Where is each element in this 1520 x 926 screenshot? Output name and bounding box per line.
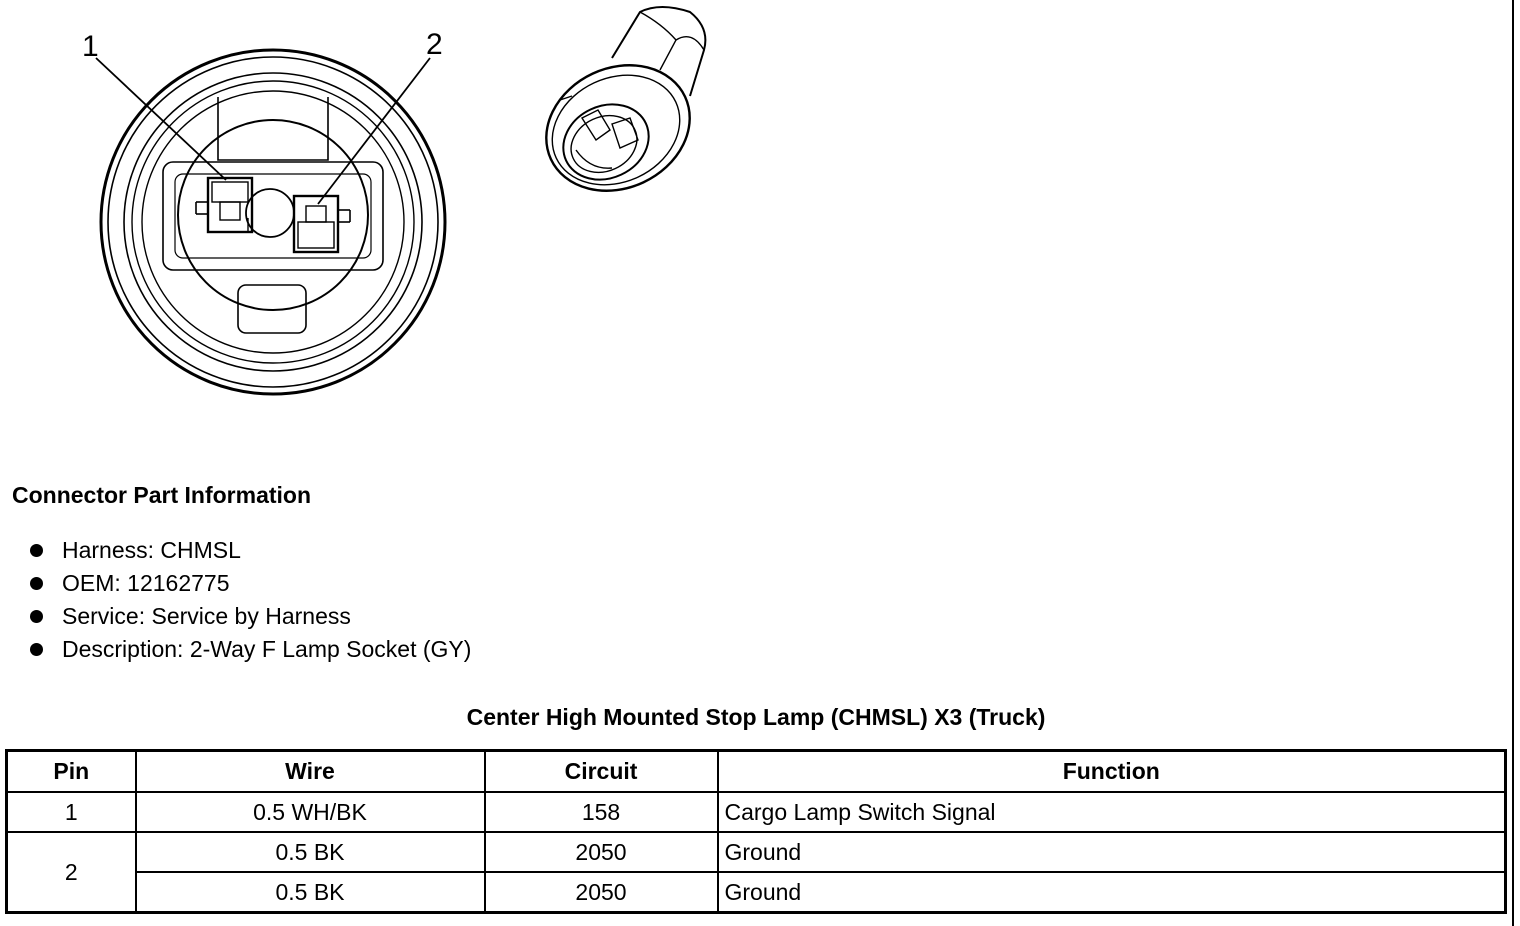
cell-wire: 0.5 BK <box>136 872 485 913</box>
bullet-icon <box>30 577 43 590</box>
cell-function: Cargo Lamp Switch Signal <box>718 792 1506 832</box>
cell-wire: 0.5 WH/BK <box>136 792 485 832</box>
list-item-text: Harness: CHMSL <box>62 537 241 563</box>
section-title: Connector Part Information <box>12 482 312 508</box>
bullet-icon <box>30 643 43 656</box>
cell-circuit: 2050 <box>485 872 718 913</box>
connector-face-view <box>96 50 445 394</box>
table-row <box>7 832 1506 872</box>
list-item <box>30 633 471 666</box>
header-pin: Pin <box>7 751 136 793</box>
list-item-text: OEM: 12162775 <box>62 570 230 596</box>
header-wire: Wire <box>136 751 485 793</box>
cell-pin: 1 <box>7 792 136 832</box>
table-row <box>7 792 1506 832</box>
cell-function: Ground <box>718 872 1506 913</box>
cell-pin: 2 <box>7 832 136 913</box>
cell-circuit: 158 <box>485 792 718 832</box>
cell-circuit: 2050 <box>485 832 718 872</box>
list-item <box>30 567 471 600</box>
list-item <box>30 600 471 633</box>
cell-function: Ground <box>718 832 1506 872</box>
list-item-text: Service: Service by Harness <box>62 603 351 629</box>
list-item-text: Description: 2-Way F Lamp Socket (GY) <box>62 636 472 662</box>
list-item <box>30 534 471 567</box>
bullet-icon <box>30 610 43 623</box>
callout-2: 2 <box>426 28 443 61</box>
callout-1: 1 <box>82 30 99 63</box>
bulb-socket-view <box>526 7 711 214</box>
connector-diagram <box>0 0 760 420</box>
header-function: Function <box>718 751 1506 793</box>
table-title: Center High Mounted Stop Lamp (CHMSL) X3 (Truck) <box>466 704 1046 730</box>
table-header-row <box>7 751 1506 793</box>
page-right-border <box>1512 0 1514 926</box>
header-circuit: Circuit <box>485 751 718 793</box>
cell-wire: 0.5 BK <box>136 832 485 872</box>
connector-info-list <box>30 534 471 666</box>
table-row <box>7 872 1506 913</box>
bullet-icon <box>30 544 43 557</box>
pinout-table <box>5 749 1507 914</box>
